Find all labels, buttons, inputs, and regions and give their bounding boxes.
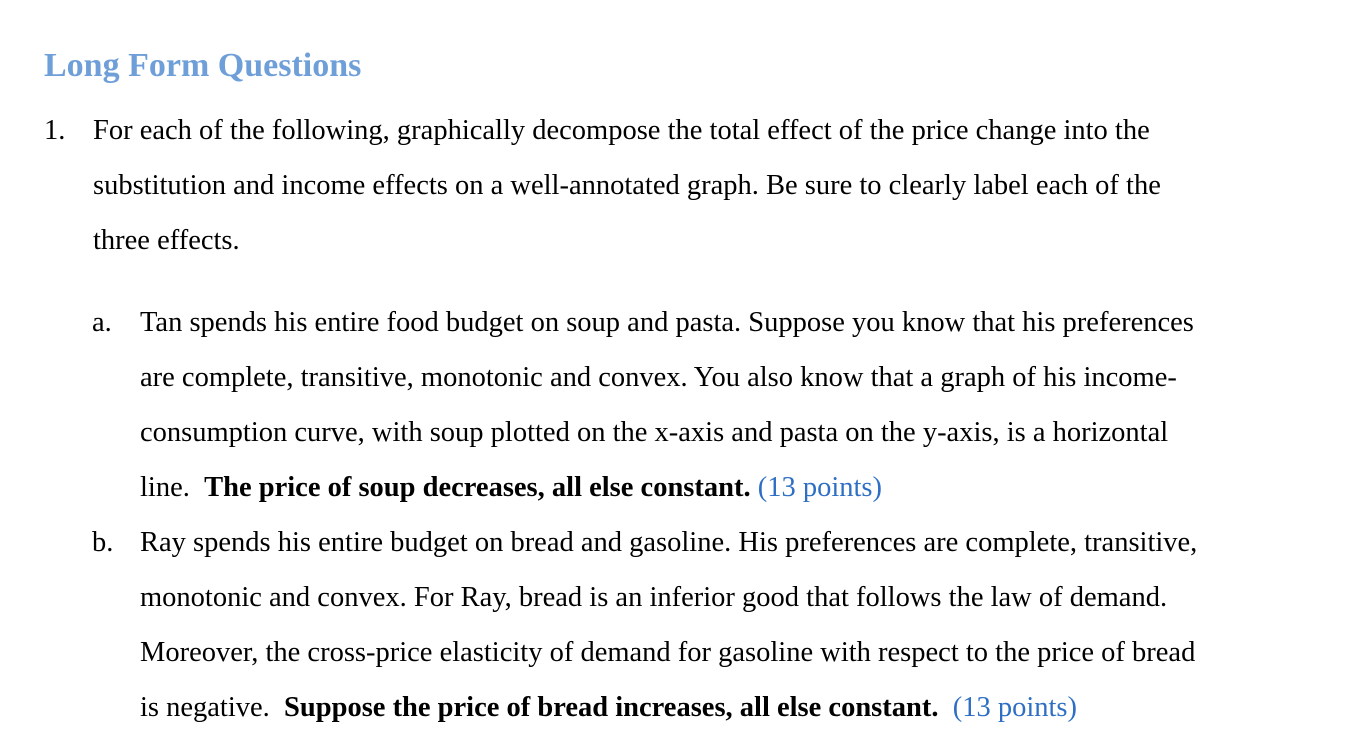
part-a-letter: a.: [92, 307, 112, 338]
part-b-line: Ray spends his entire budget on bread and gasoline. His preferences are complete, transitive,: [140, 527, 1198, 558]
part-b-line-end: is negative.: [140, 692, 270, 723]
part-a-price-change: The price of soup decreases, all else constant.: [204, 472, 751, 503]
part-a-line: are complete, transitive, monotonic and convex. You also know that a graph of his income-: [140, 362, 1177, 393]
part-b-letter: b.: [92, 527, 114, 558]
part-a-points: (13 points): [757, 472, 883, 503]
section-heading: Long Form Questions: [44, 47, 362, 84]
part-b-price-change: Suppose the price of bread increases, all else constant.: [284, 692, 939, 723]
part-b-text: [140, 515, 1197, 735]
part-b-line: Moreover, the cross-price elasticity of demand for gasoline with respect to the price of bread: [140, 637, 1196, 668]
part-a-text: [140, 295, 1194, 515]
question-number: 1.: [44, 115, 66, 146]
part-b-points: (13 points): [952, 692, 1078, 723]
question-1-line: three effects.: [93, 225, 240, 256]
part-a-line: consumption curve, with soup plotted on the x-axis and pasta on the y-axis, is a horizontal: [140, 417, 1169, 448]
part-a-line-end: line.: [140, 472, 190, 503]
question-1-line: For each of the following, graphically decompose the total effect of the price change into the: [93, 115, 1150, 146]
part-b-last-line: [140, 680, 1197, 735]
part-b-line: monotonic and convex. For Ray, bread is an inferior good that follows the law of demand.: [140, 582, 1168, 613]
part-a-last-line: [140, 460, 1194, 515]
question-1-text: [93, 103, 1161, 268]
question-1-line: substitution and income effects on a well-annotated graph. Be sure to clearly label each of the: [93, 170, 1161, 201]
part-a-line: Tan spends his entire food budget on soup and pasta. Suppose you know that his preferences: [140, 307, 1194, 338]
